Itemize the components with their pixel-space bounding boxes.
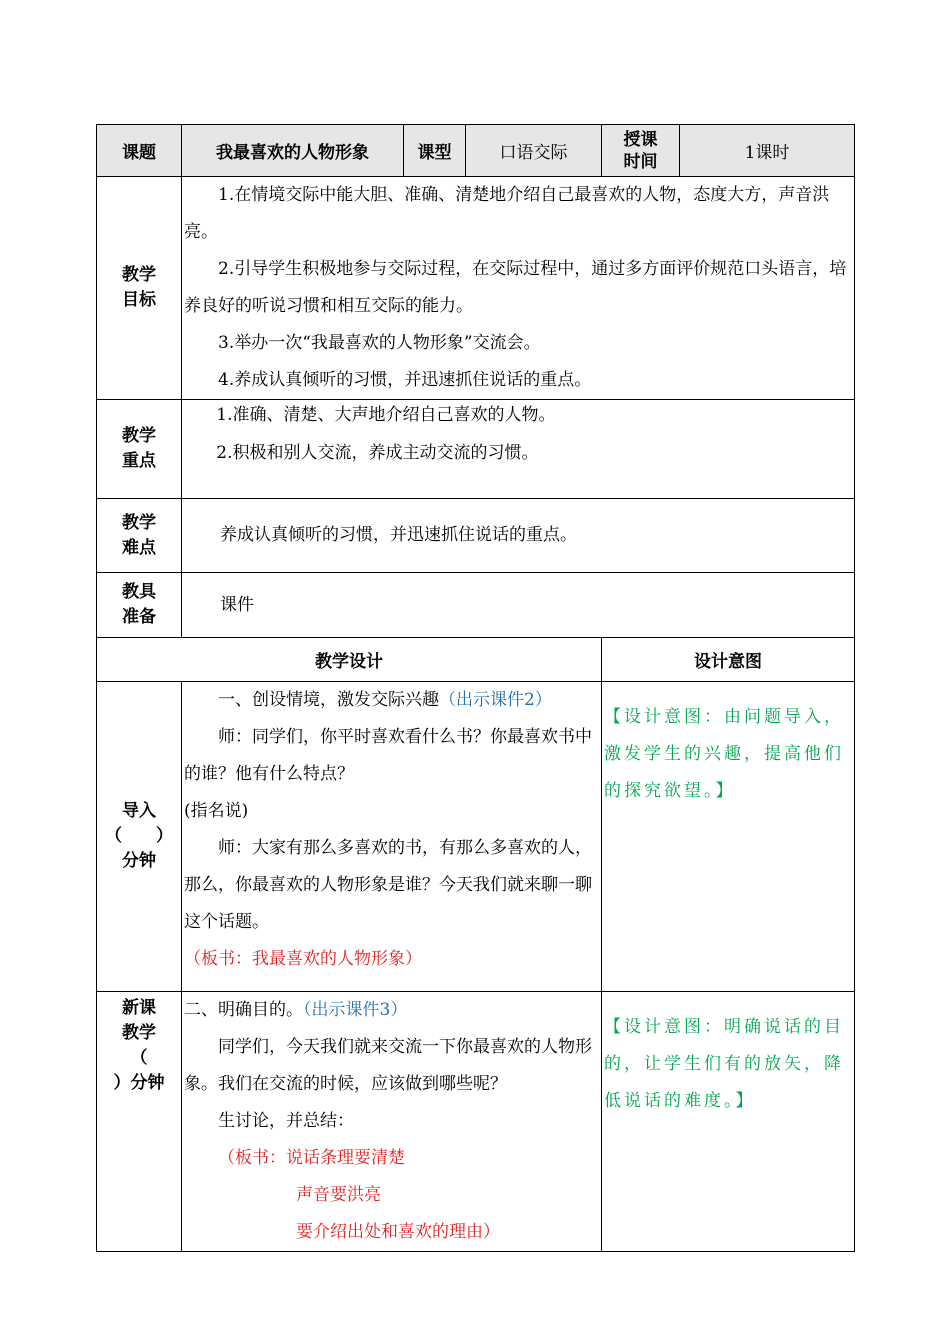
materials-row (97, 573, 855, 638)
new-lesson-label-line-1: 新课 (122, 998, 156, 1018)
time-label-line-1: 授课 (623, 129, 658, 150)
new-lesson-para-1: 同学们，今天我们就来交流一下你最喜欢的人物形象。我们在交流的时候，应该做到哪些呢？ (184, 1037, 592, 1094)
key-points-label-line-1: 教学 (122, 426, 156, 446)
intro-intent-cell (602, 682, 855, 992)
goal-item: 1.在情境交际中能大胆、准确、清楚地介绍自己最喜欢的人物，态度大方，声音洪亮。 (184, 185, 830, 242)
materials-text: 课件 (220, 594, 254, 615)
difficulties-text: 养成认真倾听的习惯，并迅速抓住说话的重点。 (220, 525, 577, 545)
materials-label-line-2: 准备 (122, 607, 156, 627)
difficulties-label-line-1: 教学 (122, 512, 156, 533)
difficulties-label-line-2: 难点 (122, 537, 156, 558)
intro-teacher-2: 师：大家有那么多喜欢的书，有那么多喜欢的人，那么，你最喜欢的人物形象是谁？今天我们就来聊一聊这个话题。 (184, 838, 592, 932)
goals-label (97, 177, 182, 400)
intro-teacher-1: 师：同学们，你平时喜欢看什么书？你最喜欢书中的谁？他有什么特点？ (184, 727, 592, 784)
new-lesson-step-title (182, 992, 601, 1029)
intro-student-1: (指名说) (184, 801, 249, 821)
topic-label: 课题 (97, 125, 182, 177)
materials-content (182, 573, 855, 638)
new-lesson-intent: 【设计意图：明确说话的目的，让学生们有的放矢，降低说话的难度。】 (604, 1017, 844, 1111)
design-header-right: 设计意图 (602, 638, 855, 682)
new-lesson-board-1: （板书：说话条理要清楚 (218, 1148, 405, 1168)
difficulties-row (97, 499, 855, 573)
key-point-item: 1.准确、清楚、大声地介绍自己喜欢的人物。 (216, 405, 556, 425)
goal-item: 3.举办一次“我最喜欢的人物形象”交流会。 (218, 333, 541, 353)
time-label-line-2: 时间 (623, 151, 658, 172)
new-lesson-content (182, 992, 602, 1252)
new-lesson-row (97, 992, 855, 1252)
key-points-label-line-2: 重点 (122, 451, 156, 471)
design-header-row (97, 638, 855, 682)
new-lesson-intent-cell (602, 992, 855, 1252)
intro-content (182, 682, 602, 992)
new-lesson-step-note: （出示课件3） (303, 1000, 408, 1020)
time-value: 1课时 (680, 125, 855, 177)
goal-item: 4.养成认真倾听的习惯，并迅速抓住说话的重点。 (218, 370, 592, 390)
materials-label-line-1: 教具 (122, 582, 156, 602)
materials-label (97, 573, 182, 638)
new-lesson-label-line-4: ）分钟 (113, 1073, 165, 1093)
intro-label-line-3: 分钟 (122, 851, 156, 871)
intro-label-line-1: 导入 (122, 801, 156, 821)
header-row (97, 125, 855, 177)
new-lesson-board-2: 声音要洪亮 (296, 1185, 381, 1205)
lesson-plan-table (96, 124, 855, 1252)
goal-item: 2.引导学生积极地参与交际过程，在交际过程中，通过多方面评价规范口头语言，培养良好的听说习惯和相互交际的能力。 (184, 259, 847, 316)
key-points-content (182, 400, 855, 499)
type-label: 课型 (404, 125, 466, 177)
time-label (602, 125, 680, 177)
new-lesson-label-line-3: （ (130, 1048, 148, 1068)
key-point-item: 2.积极和别人交流，养成主动交流的习惯。 (216, 443, 539, 463)
new-lesson-label (97, 992, 182, 1252)
design-header-left: 教学设计 (97, 638, 602, 682)
new-lesson-board-3: 要介绍出处和喜欢的理由） (296, 1222, 500, 1242)
intro-label-line-2: （ ） (105, 826, 173, 846)
intro-label (97, 682, 182, 992)
difficulties-label (97, 499, 182, 573)
new-lesson-label-line-2: 教学 (122, 1023, 156, 1043)
goals-content (182, 177, 855, 400)
new-lesson-step-title-text: 二、明确目的。 (184, 1000, 303, 1020)
new-lesson-para-2: 生讨论，并总结： (218, 1111, 354, 1131)
goals-row (97, 177, 855, 400)
goals-label-line-1: 教学 (122, 265, 156, 285)
difficulties-content (182, 499, 855, 573)
key-points-label (97, 400, 182, 499)
type-value: 口语交际 (466, 125, 602, 177)
topic-value: 我最喜欢的人物形象 (182, 125, 404, 177)
key-points-row (97, 400, 855, 499)
intro-row (97, 682, 855, 992)
intro-intent: 【设计意图：由问题导入，激发学生的兴趣，提高他们的探究欲望。】 (604, 707, 844, 801)
intro-step-title (182, 682, 601, 719)
intro-step-title-text: 一、创设情境，激发交际兴趣 (218, 690, 439, 710)
intro-step-note: （出示课件2） (439, 690, 552, 710)
intro-board: （板书：我最喜欢的人物形象） (184, 949, 422, 969)
goals-label-line-2: 目标 (122, 290, 156, 310)
